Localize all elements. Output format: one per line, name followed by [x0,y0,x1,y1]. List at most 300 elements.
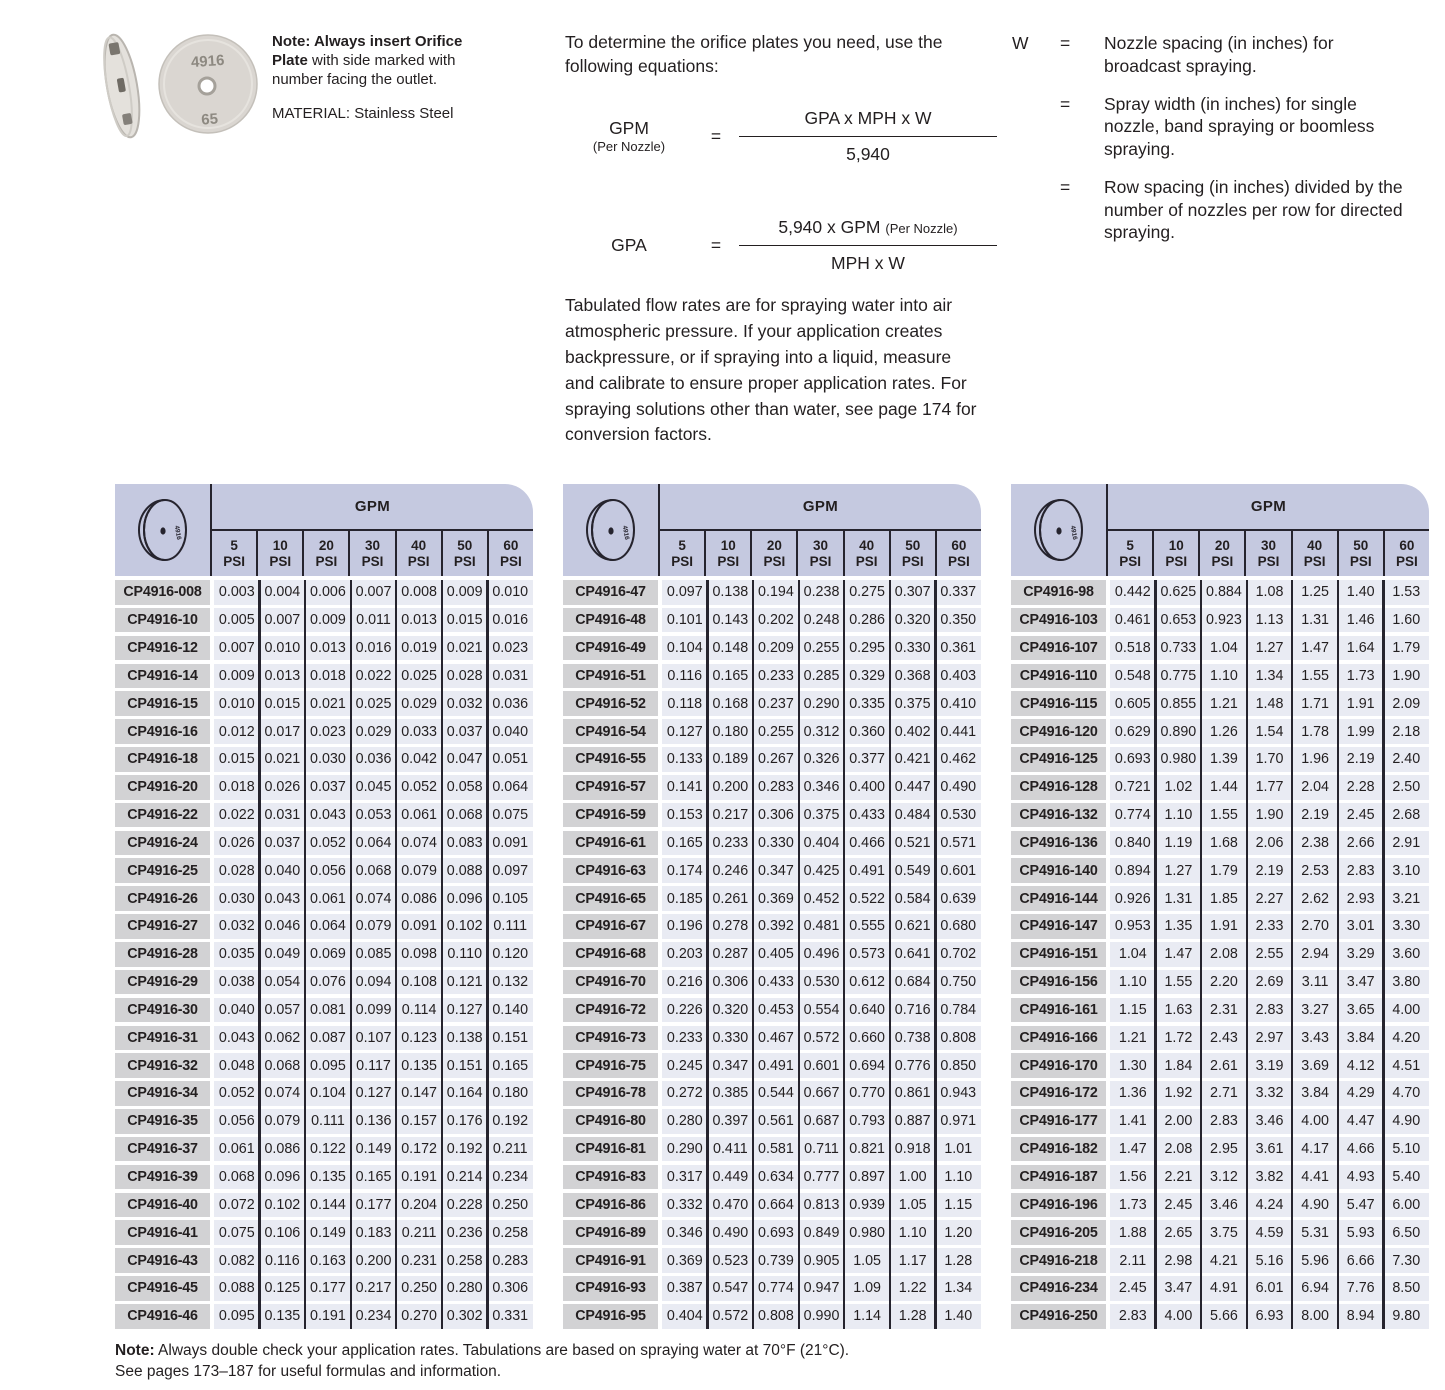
row-cells [1110,608,1429,633]
gpm-value-cell: 0.490 [935,775,981,800]
gpm-value-cell: 0.721 [1110,775,1156,800]
psi-column-header [796,531,842,576]
gpm-value-cell: 0.687 [799,1109,845,1134]
model-label: CP4916-93 [563,1276,658,1301]
row-cells [662,1081,981,1106]
gpm-value-cell: 1.26 [1201,719,1247,744]
model-label: CP4916-14 [115,664,210,689]
gpm-value-cell: 0.023 [487,636,533,661]
gpm-value-cell: 1.78 [1292,719,1338,744]
gpm-value-cell: 0.267 [753,747,799,772]
gpm-value-cell: 0.007 [260,608,306,633]
gpm-value-cell: 3.30 [1383,914,1429,939]
psi-column-header [302,531,348,576]
psi-value: 10 [272,537,288,553]
gpm-value-cell: 0.138 [442,1026,488,1051]
row-cells [662,664,981,689]
model-label: CP4916-234 [1011,1276,1106,1301]
psi-column-header [1383,531,1429,576]
gpm-value-cell: 1.70 [1247,747,1293,772]
gpm-value-cell: 2.83 [1201,1109,1247,1134]
table-row [563,942,981,967]
row-cells [1110,747,1429,772]
gpm-value-cell: 0.040 [260,858,306,883]
gpm-value-cell: 1.53 [1383,580,1429,605]
model-label: CP4916-57 [563,775,658,800]
gpm-value-cell: 2.45 [1110,1276,1156,1301]
gpm-value-cell: 0.629 [1110,719,1156,744]
gpm-value-cell: 0.049 [260,942,306,967]
gpm-value-cell: 1.17 [890,1248,936,1273]
gpm-value-cell: 4.51 [1383,1053,1429,1078]
gpm-value-cell: 0.127 [662,719,708,744]
model-label: CP4916-250 [1011,1304,1106,1329]
gpm-value-cell: 0.203 [662,942,708,967]
gpm-value-cell: 0.693 [1110,747,1156,772]
gpm-value-cell: 1.09 [844,1276,890,1301]
gpm-value-cell: 0.180 [487,1081,533,1106]
gpm-value-cell: 0.302 [442,1304,488,1329]
gpm-value-cell: 6.94 [1292,1276,1338,1301]
table-row [563,1053,981,1078]
model-label: CP4916-35 [115,1109,210,1134]
psi-unit: PSI [763,553,786,569]
gpm-value-cell: 0.096 [260,1165,306,1190]
gpm-value-cell: 0.111 [305,1109,351,1134]
gpm-value-cell: 0.037 [260,831,306,856]
row-cells [662,1276,981,1301]
gpm-value-cell: 0.200 [351,1248,397,1273]
gpm-value-cell: 0.101 [662,608,708,633]
plate-front-view [159,35,257,133]
model-label: CP4916-128 [1011,775,1106,800]
gpm-value-cell: 1.41 [1110,1109,1156,1134]
model-label: CP4916-86 [563,1193,658,1218]
gpm-value-cell: 0.017 [260,719,306,744]
gpm-value-cell: 0.684 [890,970,936,995]
table-row [1011,691,1429,716]
gpm-value-cell: 0.081 [305,998,351,1023]
row-cells [214,1276,533,1301]
w-definition-text: Row spacing (in inches) divided by the number of nozzles per row for directed spraying. [1104,176,1403,243]
gpm-value-cell: 0.110 [442,942,488,967]
gpm-value-cell: 0.088 [442,858,488,883]
gpm-value-cell: 0.135 [396,1053,442,1078]
gpm-value-cell: 0.693 [753,1220,799,1245]
row-cells [214,1248,533,1273]
model-label: CP4916-70 [563,970,658,995]
model-label: CP4916-110 [1011,664,1106,689]
model-label: CP4916-39 [115,1165,210,1190]
model-label: CP4916-78 [563,1081,658,1106]
table-row [563,636,981,661]
model-label: CP4916-28 [115,942,210,967]
psi-unit: PSI [361,553,384,569]
model-label: CP4916-218 [1011,1248,1106,1273]
gpm-value-cell: 0.064 [305,914,351,939]
table-body [115,580,533,1329]
gpm-value-cell: 1.99 [1338,719,1384,744]
gpm-equation-lhs [565,119,693,155]
gpm-value-cell: 0.132 [487,970,533,995]
gpm-value-cell: 0.561 [753,1109,799,1134]
gpm-value-cell: 1.15 [935,1193,981,1218]
gpm-value-cell: 0.808 [753,1304,799,1329]
plate-size-marking: 65 [200,110,219,129]
table-row [115,1304,533,1329]
gpm-value-cell: 0.029 [351,719,397,744]
model-label: CP4916-103 [1011,608,1106,633]
gpm-value-cell: 0.023 [305,719,351,744]
psi-column-header [1152,531,1198,576]
gpm-value-cell: 1.63 [1156,998,1202,1023]
gpm-value-cell: 3.32 [1247,1081,1293,1106]
psi-unit: PSI [1211,553,1234,569]
gpm-value-cell: 0.484 [890,803,936,828]
row-cells [214,858,533,883]
gpm-value-cell: 0.061 [214,1137,260,1162]
gpm-value-cell: 0.074 [260,1081,306,1106]
gpm-value-cell: 0.653 [1156,608,1202,633]
gpm-value-cell: 0.403 [935,664,981,689]
row-cells [1110,942,1429,967]
gpm-value-cell: 0.072 [214,1193,260,1218]
plate-number-marking: 4916 [190,51,225,72]
gpm-value-cell: 1.10 [890,1220,936,1245]
gpm-value-cell: 0.233 [708,831,754,856]
gpm-value-cell: 3.84 [1292,1081,1338,1106]
row-cells [214,1109,533,1134]
gpm-value-cell: 2.09 [1383,691,1429,716]
gpm-value-cell: 0.255 [799,636,845,661]
gpm-value-cell: 0.046 [260,914,306,939]
table-row [1011,1193,1429,1218]
gpm-value-cell: 0.047 [442,747,488,772]
row-cells [214,1081,533,1106]
gpm-value-cell: 0.549 [890,858,936,883]
gpm-value-cell: 0.151 [442,1053,488,1078]
insert-note-bold: Note: Always insert Orifice Plate [272,33,463,70]
w-symbol: W [1012,33,1029,53]
gpm-value-cell: 0.009 [214,664,260,689]
footer-line-2: See pages 173–187 for useful formulas and information. [115,1363,502,1381]
psi-value: 50 [1353,537,1369,553]
row-cells [1110,1053,1429,1078]
gpm-value-cell: 2.65 [1156,1220,1202,1245]
gpm-value-cell: 6.01 [1247,1276,1293,1301]
gpm-value-cell: 0.775 [1156,664,1202,689]
model-label: CP4916-107 [1011,636,1106,661]
psi-unit: PSI [500,553,522,569]
model-label: CP4916-196 [1011,1193,1106,1218]
gpm-value-cell: 0.015 [442,608,488,633]
table-row [115,747,533,772]
gpm-value-cell: 1.68 [1201,831,1247,856]
model-label: CP4916-22 [115,803,210,828]
gpm-value-cell: 0.290 [799,691,845,716]
column-divider-line [486,580,488,1329]
gpm-value-cell: 1.60 [1383,608,1429,633]
gpm-value-cell: 0.421 [890,747,936,772]
column-divider-line [798,580,800,1329]
insert-note-rest: with side marked with number facing the outlet. [272,52,456,89]
gpm-value-cell: 0.064 [351,831,397,856]
gpm-value-cell: 0.018 [214,775,260,800]
gpm-value-cell: 0.246 [708,858,754,883]
gpm-value-cell: 0.204 [396,1193,442,1218]
gpm-value-cell: 2.20 [1201,970,1247,995]
gpm-value-cell: 1.27 [1156,858,1202,883]
gpm-value-cell: 0.250 [487,1193,533,1218]
gpm-value-cell: 1.47 [1156,942,1202,967]
table-row [1011,858,1429,883]
row-cells [214,831,533,856]
gpm-value-cell: 1.04 [1201,636,1247,661]
psi-unit: PSI [1119,553,1141,569]
gpm-value-cell: 0.079 [396,858,442,883]
psi-column-header [889,531,935,576]
gpm-value-cell: 0.097 [662,580,708,605]
gpm-value-cell: 0.016 [487,608,533,633]
column-divider-line [1382,580,1384,1329]
gpm-value-cell: 0.105 [487,886,533,911]
gpm-value-cell: 0.953 [1110,914,1156,939]
gpm-value-cell: 1.10 [1156,803,1202,828]
gpa-denominator: MPH x W [831,253,905,274]
gpm-value-cell: 0.054 [260,970,306,995]
gpm-value-cell: 8.94 [1338,1304,1384,1329]
model-label: CP4916-40 [115,1193,210,1218]
gpm-value-cell: 0.290 [662,1137,708,1162]
gpm-value-cell: 0.326 [799,747,845,772]
row-cells [214,719,533,744]
gpm-value-cell: 1.22 [890,1276,936,1301]
gpm-value-cell: 0.410 [935,691,981,716]
gpm-value-cell: 0.808 [935,1026,981,1051]
table-row [563,803,981,828]
gpm-value-cell: 0.180 [708,719,754,744]
psi-unit: PSI [407,553,430,569]
model-label: CP4916-170 [1011,1053,1106,1078]
row-cells [214,664,533,689]
row-cells [662,1165,981,1190]
gpm-value-cell: 0.194 [753,580,799,605]
column-divider-line [1291,580,1293,1329]
gpm-value-cell: 5.10 [1383,1137,1429,1162]
gpm-value-cell: 0.601 [935,858,981,883]
gpm-value-cell: 2.93 [1338,886,1384,911]
gpm-value-cell: 0.404 [662,1304,708,1329]
gpm-value-cell: 1.40 [935,1304,981,1329]
table-body [1011,580,1429,1329]
gpm-value-cell: 0.306 [487,1276,533,1301]
gpm-value-cell: 0.547 [708,1276,754,1301]
table-header-columns [658,484,981,576]
gpa-label: GPA [611,235,647,256]
psi-unit: PSI [1257,553,1280,569]
gpm-value-cell: 0.346 [799,775,845,800]
gpm-value-cell: 2.70 [1292,914,1338,939]
gpm-value-cell: 0.185 [662,886,708,911]
row-cells [662,803,981,828]
gpm-value-cell: 0.075 [214,1220,260,1245]
gpm-value-cell: 0.777 [799,1165,845,1190]
gpm-value-cell: 0.573 [844,942,890,967]
row-cells [1110,1165,1429,1190]
gpm-value-cell: 0.375 [799,803,845,828]
gpm-value-cell: 4.20 [1383,1026,1429,1051]
gpm-value-cell: 2.21 [1156,1165,1202,1190]
psi-value: 40 [411,537,427,553]
gpm-value-cell: 0.572 [799,1026,845,1051]
gpm-value-cell: 0.183 [351,1220,397,1245]
column-divider-line [258,580,260,1329]
gpm-value-cell: 0.211 [396,1220,442,1245]
gpm-value-cell: 0.369 [662,1248,708,1273]
row-cells [214,1220,533,1245]
model-label: CP4916-83 [563,1165,658,1190]
column-divider-line [395,580,397,1329]
table-row [1011,831,1429,856]
gpm-value-cell: 0.091 [396,914,442,939]
row-cells [662,1109,981,1134]
gpm-value-cell: 0.453 [753,998,799,1023]
gpm-value-cell: 1.00 [890,1165,936,1190]
gpm-value-cell: 0.177 [305,1276,351,1301]
gpm-value-cell: 4.29 [1338,1081,1384,1106]
svg-text:4916: 4916 [620,525,630,541]
gpm-value-cell: 1.10 [935,1165,981,1190]
gpm-value-cell: 0.043 [214,1026,260,1051]
gpm-value-cell: 0.149 [351,1137,397,1162]
gpm-value-cell: 0.015 [260,691,306,716]
gpm-per-nozzle-note: (Per Nozzle) [592,139,666,155]
gpm-value-cell: 0.711 [799,1137,845,1162]
gpm-value-cell: 0.368 [890,664,936,689]
table-row [1011,747,1429,772]
gpm-value-cell: 0.664 [753,1193,799,1218]
gpm-value-cell: 2.28 [1338,775,1384,800]
column-divider-line [843,580,845,1329]
gpm-value-cell: 0.019 [396,636,442,661]
gpm-value-cell: 0.275 [844,580,890,605]
gpm-value-cell: 4.47 [1338,1109,1384,1134]
gpm-value-cell: 0.127 [442,998,488,1023]
gpm-value-cell: 0.234 [351,1304,397,1329]
gpm-value-cell: 0.163 [305,1248,351,1273]
gpm-value-cell: 0.091 [487,831,533,856]
gpm-value-cell: 1.04 [1110,942,1156,967]
gpm-value-cell: 1.02 [1156,775,1202,800]
row-cells [662,775,981,800]
gpm-value-cell: 0.191 [305,1304,351,1329]
table-row [115,775,533,800]
gpm-value-cell: 2.31 [1201,998,1247,1023]
material-line: MATERIAL: Stainless Steel [272,104,454,122]
gpm-value-cell: 0.165 [708,664,754,689]
gpm-value-cell: 2.94 [1292,942,1338,967]
model-label: CP4916-73 [563,1026,658,1051]
psi-value: 5 [1126,537,1134,553]
psi-unit: PSI [717,553,740,569]
gpm-value-cell: 0.022 [351,664,397,689]
row-cells [1110,1248,1429,1273]
gpm-value-cell: 0.317 [662,1165,708,1190]
gpm-value-cell: 2.98 [1156,1248,1202,1273]
model-label: CP4916-67 [563,914,658,939]
gpm-value-cell: 0.217 [708,803,754,828]
psi-value: 50 [457,537,473,553]
row-cells [662,608,981,633]
gpm-value-cell: 0.350 [935,608,981,633]
footer-line-1 [115,1340,849,1361]
psi-value: 5 [678,537,686,553]
gpm-value-cell: 0.010 [260,636,306,661]
gpm-value-cell: 0.202 [753,608,799,633]
row-cells [1110,1026,1429,1051]
equals-sign: = [1060,176,1071,197]
gpm-value-cell: 0.601 [799,1053,845,1078]
gpm-value-cell: 4.59 [1247,1220,1293,1245]
gpm-value-cell: 4.00 [1383,998,1429,1023]
gpm-value-cell: 6.93 [1247,1304,1293,1329]
psi-column-header [487,531,533,576]
gpm-value-cell: 0.079 [260,1109,306,1134]
gpm-value-cell: 0.442 [1110,580,1156,605]
table-row [563,1248,981,1273]
gpm-value-cell: 0.466 [844,831,890,856]
equals-sign: = [1060,93,1071,114]
gpm-value-cell: 0.106 [260,1220,306,1245]
table-row [1011,914,1429,939]
w-definition-item [1012,32,1412,78]
gpm-value-cell: 1.05 [844,1248,890,1273]
gpm-value-cell: 4.24 [1247,1193,1293,1218]
row-cells [1110,914,1429,939]
gpm-value-cell: 1.21 [1201,691,1247,716]
gpm-value-cell: 0.153 [662,803,708,828]
model-label: CP4916-18 [115,747,210,772]
row-cells [1110,636,1429,661]
row-cells [662,886,981,911]
gpm-value-cell: 1.20 [935,1220,981,1245]
gpm-value-cell: 0.523 [708,1248,754,1273]
gpm-value-cell: 0.641 [890,942,936,967]
gpm-value-cell: 0.102 [442,914,488,939]
table-row [563,1276,981,1301]
table-row [115,1081,533,1106]
model-label: CP4916-16 [115,719,210,744]
model-label: CP4916-65 [563,886,658,911]
gpm-value-cell: 1.71 [1292,691,1338,716]
equations-section [565,30,997,274]
psi-column-header [1244,531,1290,576]
gpm-value-cell: 0.861 [890,1081,936,1106]
gpm-value-cell: 3.61 [1247,1137,1293,1162]
gpm-value-cell: 0.387 [662,1276,708,1301]
table-row [115,858,533,883]
gpm-value-cell: 1.31 [1156,886,1202,911]
gpm-value-cell: 0.332 [662,1193,708,1218]
gpm-value-cell: 0.739 [753,1248,799,1273]
equals-sign: = [1060,33,1071,53]
gpm-value-cell: 0.098 [396,942,442,967]
table-body [563,580,981,1329]
psi-value: 30 [364,537,380,553]
gpm-value-cell: 0.005 [214,608,260,633]
gpm-value-cell: 0.518 [1110,636,1156,661]
gpm-value-cell: 0.088 [214,1276,260,1301]
